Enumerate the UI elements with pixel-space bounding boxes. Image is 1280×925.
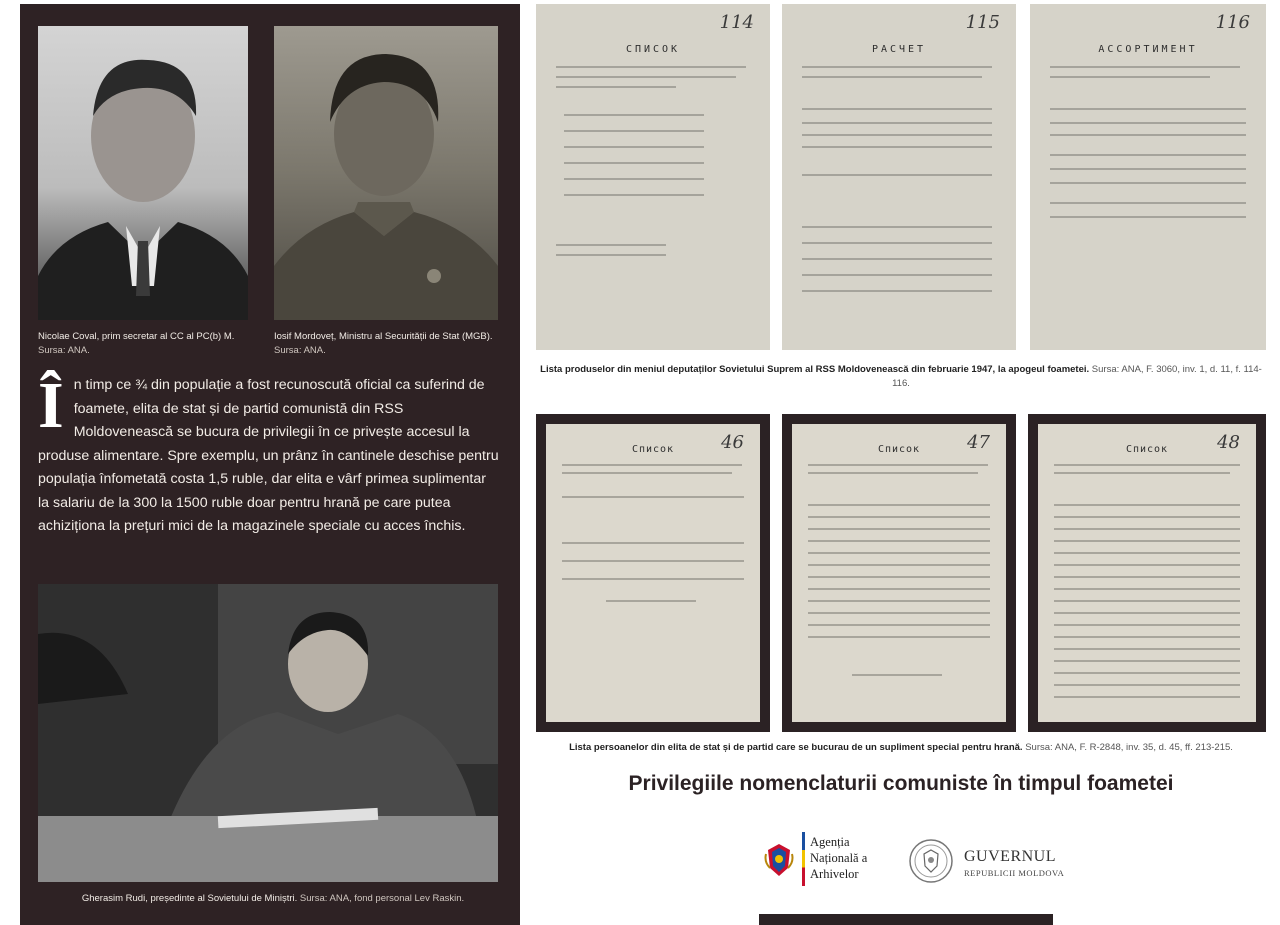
bottom-documents-caption (536, 741, 1266, 755)
page-number: 114 (719, 12, 754, 33)
document-page (536, 4, 770, 350)
caption-source: Sursa: ANA, F. 3060, inv. 1, d. 11, f. 114-116. (892, 364, 1262, 389)
ana-line-2: Națională a (810, 851, 868, 865)
caption-text: Lista persoanelor din elita de stat și de partid care se bucurau de un supliment special pentru hrană. (569, 742, 1023, 753)
top-documents-caption (536, 363, 1266, 391)
page-title: Privilegiile nomenclaturii comuniste în timpul foametei (628, 772, 1174, 795)
page-number: 46 (721, 432, 744, 453)
document-page (546, 424, 760, 722)
document-scan-213 (536, 414, 770, 732)
footer-bar (759, 914, 1053, 925)
drop-cap: Î (38, 369, 64, 442)
caption-text: Iosif Mordoveț, Ministru al Securității de Stat (MGB). (274, 331, 493, 342)
gov-line-1: GUVERNUL (964, 848, 1056, 865)
ana-logo (764, 832, 894, 888)
ana-logo-text (810, 834, 900, 882)
caption-source: Sursa: ANA, F. R-2848, inv. 35, d. 45, ff. 213-215. (1025, 742, 1233, 753)
portrait-silhouette-icon (38, 26, 248, 320)
caption-text: Gherasim Rudi, președinte al Sovietului de Miniștri. (81, 893, 298, 904)
document-scan-115 (782, 4, 1016, 350)
document-page (1038, 424, 1256, 722)
left-panel (20, 4, 520, 925)
document-scan-214 (782, 414, 1016, 732)
page-number: 116 (1215, 12, 1250, 33)
document-scan-215 (1028, 414, 1266, 732)
caption-text: Nicolae Coval, prim secretar al CC al PC(b) M. (38, 331, 235, 342)
photo-rudi-writing (38, 584, 498, 882)
man-writing-photo-icon (38, 584, 498, 882)
document-page (792, 424, 1006, 722)
portrait-silhouette-icon (274, 26, 498, 320)
document-title: РАСЧЕТ (871, 44, 927, 55)
document-title: АССОРТИМЕНТ (1098, 44, 1198, 55)
caption-text: Lista produselor din meniul deputaților Sovietului Suprem al RSS Moldovenească din februarie 1947, la apogeul foametei. (540, 364, 1090, 375)
caption-source: Sursa: ANA. (274, 345, 326, 356)
document-title: Список (1125, 444, 1169, 455)
ana-line-1: Agenția (810, 835, 850, 849)
gov-line-2: REPUBLICII MOLDOVA (964, 868, 1065, 878)
body-paragraph (38, 369, 500, 539)
tricolor-bar (802, 832, 805, 886)
moldova-coat-of-arms-icon (764, 842, 794, 878)
document-page (782, 4, 1016, 350)
document-title: Список (877, 444, 921, 455)
document-scan-114 (536, 4, 770, 350)
document-title: СПИСОК (625, 44, 681, 55)
photo-caption-rudi (38, 892, 508, 906)
government-seal-icon (908, 838, 954, 884)
portrait-photo-mordovet (274, 26, 498, 320)
page-number: 47 (967, 432, 990, 453)
ana-line-3: Arhivelor (810, 867, 859, 881)
portrait-photo-coval (38, 26, 248, 320)
page-number: 115 (965, 12, 1000, 33)
document-title: Список (631, 444, 675, 455)
photo-caption-mordovet (274, 330, 504, 358)
caption-source: Sursa: ANA, fond personal Lev Raskin. (299, 893, 465, 904)
page-number: 48 (1217, 432, 1240, 453)
government-logo (908, 838, 1068, 888)
document-page (1030, 4, 1266, 350)
body-text: n timp ce ¾ din populație a fost recunoscută oficial ca suferind de foamete, elita de stat și de partid comunistă din RSS Moldovenească se bucura de privilegii în ce privește accesul la produse alimentare. Spre exemplu, un prânz în cantinele deschise pentru populația înfometată costa 1,5 ruble, dar elita e vârf primea suplimentar la salariu de la 300 la 1500 ruble doar pentru hrană pe care putea achiziționa la prețuri mici de la magazinele speciale cu acces închis. (38, 377, 499, 534)
document-scan-116 (1030, 4, 1266, 350)
caption-source: Sursa: ANA. (38, 345, 90, 356)
photo-caption-coval (38, 330, 258, 358)
